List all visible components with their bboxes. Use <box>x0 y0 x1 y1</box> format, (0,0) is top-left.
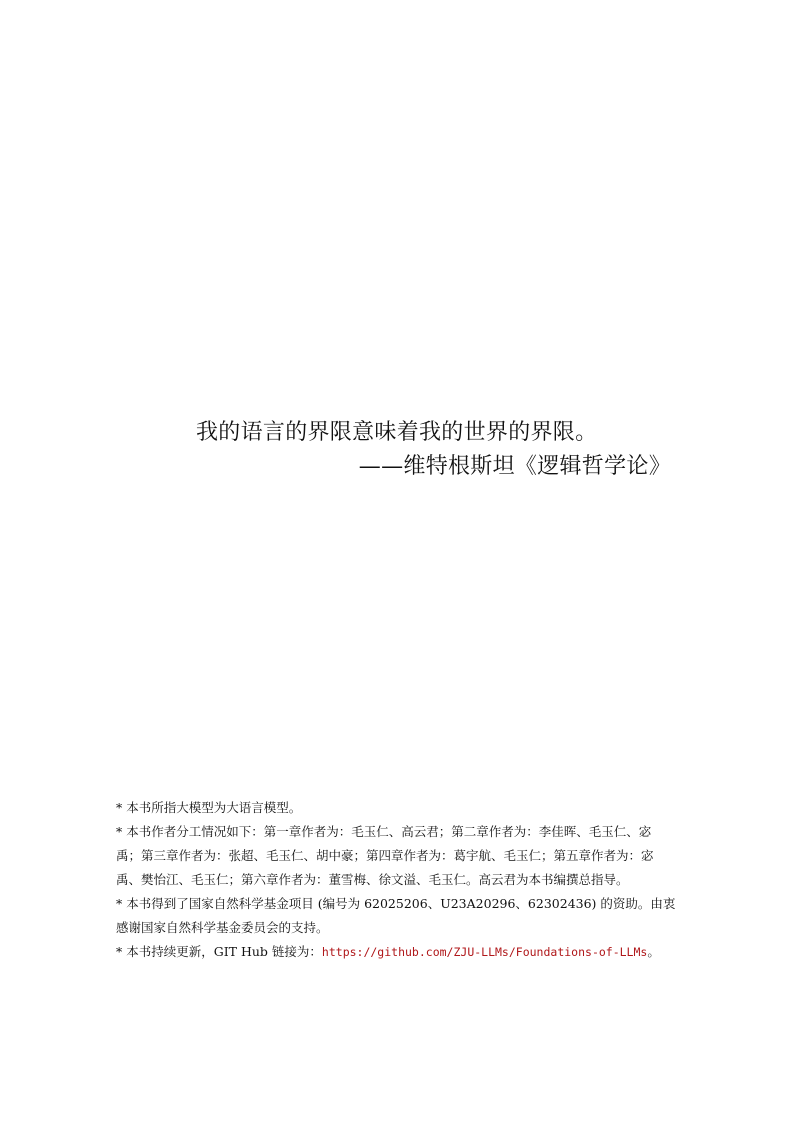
epigraph-attribution: ——维特根斯坦《逻辑哲学论》 <box>358 454 671 479</box>
footnote-model-definition <box>116 796 676 820</box>
footnote-suffix: 。 <box>647 944 660 959</box>
footnote-authors <box>116 820 676 892</box>
footnote-text: 本书持续更新，GIT Hub 链接为： <box>126 944 322 959</box>
footnote-text: 本书得到了国家自然科学基金项目 (编号为 62025206、U23A20296、62302436) 的资助。由衷感谢国家自然科学基金委员会的支持。 <box>116 896 676 935</box>
footnote-marker: * <box>116 944 123 959</box>
footnote-funding <box>116 892 676 940</box>
footnote-text: 本书作者分工情况如下：第一章作者为：毛玉仁、高云君；第二章作者为：李佳晖、毛玉仁、宓禹；第三章作者为：张超、毛玉仁、胡中豪；第四章作者为：葛宇航、毛玉仁；第五章作者为：宓禹、樊怡江、毛玉仁；第六章作者为：董雪梅、徐文溢、毛玉仁。高云君为本书编撰总指导。 <box>116 824 654 887</box>
footnote-marker: * <box>116 896 123 911</box>
footnotes <box>116 796 676 964</box>
footnote-github <box>116 940 676 964</box>
footnote-text: 本书所指大模型为大语言模型。 <box>126 800 302 815</box>
footnote-marker: * <box>116 800 123 815</box>
epigraph-quote: 我的语言的界限意味着我的世界的界限。 <box>196 420 598 445</box>
github-link[interactable]: https://github.com/ZJU-LLMs/Foundations-of-LLMs <box>321 945 648 959</box>
footnote-marker: * <box>116 824 123 839</box>
